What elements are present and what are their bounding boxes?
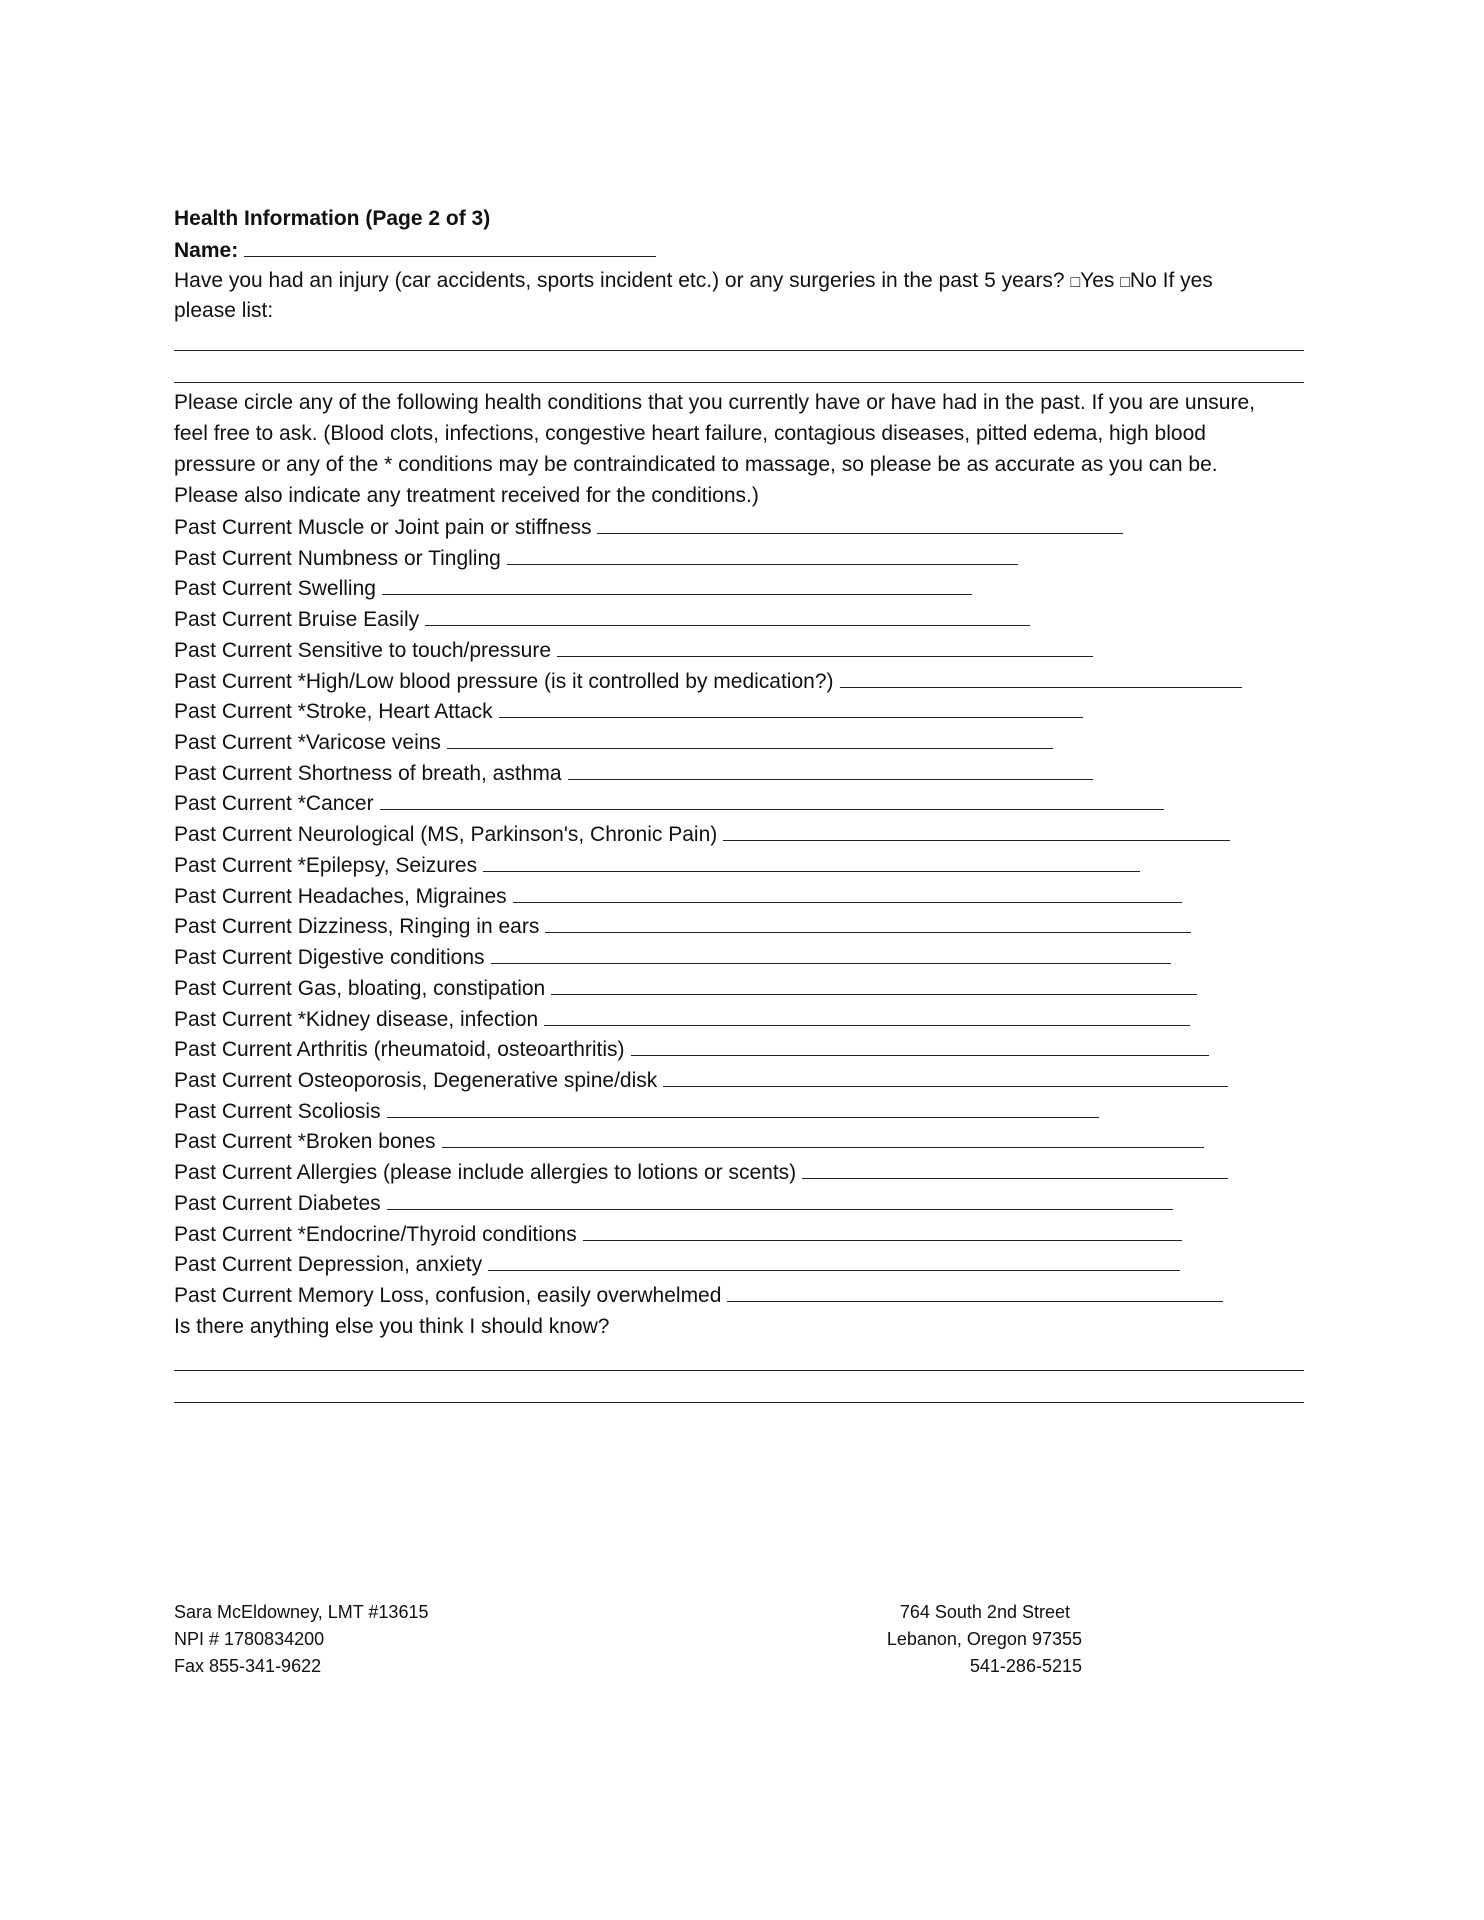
past-current-options[interactable]: Past Current (174, 1253, 292, 1277)
condition-row (174, 945, 1171, 970)
condition-row (174, 853, 1140, 878)
condition-label: Muscle or Joint pain or stiffness (297, 516, 592, 539)
past-current-options[interactable]: Past Current (174, 1068, 292, 1092)
past-current-options[interactable]: Past Current (174, 546, 292, 570)
condition-row (174, 669, 1242, 694)
condition-label: Arthritis (rheumatoid, osteoarthritis) (296, 1038, 625, 1062)
condition-label: Swelling (297, 577, 376, 601)
name-label: Name: (174, 239, 239, 262)
condition-row (174, 1068, 1228, 1093)
condition-label: Shortness of breath, asthma (297, 761, 562, 785)
condition-notes-field[interactable] (447, 730, 1053, 749)
condition-label: Bruise Easily (297, 608, 420, 632)
condition-label: *Endocrine/Thyroid conditions (297, 1222, 577, 1246)
condition-notes-field[interactable] (727, 1283, 1223, 1302)
condition-label: Neurological (MS, Parkinson's, Chronic Pain) (297, 823, 718, 847)
condition-row (174, 1129, 1204, 1154)
condition-label: *Varicose veins (297, 731, 441, 755)
past-current-options[interactable]: Past Current (174, 976, 292, 1000)
condition-notes-field[interactable] (557, 638, 1093, 657)
condition-notes-field[interactable] (382, 576, 972, 595)
past-current-options[interactable]: Past Current (174, 1099, 292, 1123)
injury-question: Have you had an injury (car accidents, sports incident etc.) or any surgeries in the past 5 years? (174, 269, 1065, 292)
condition-row (174, 1283, 1223, 1308)
condition-label: Allergies (please include allergies to lotions or scents) (296, 1161, 797, 1185)
condition-notes-field[interactable] (442, 1129, 1205, 1148)
condition-row (174, 576, 972, 601)
condition-row (174, 791, 1164, 816)
past-current-options[interactable]: Past Current (174, 761, 292, 785)
name-field[interactable] (244, 238, 656, 257)
npi-number: NPI # 1780834200 (174, 1629, 325, 1649)
past-current-options[interactable]: Past Current (174, 1222, 292, 1246)
condition-label: Memory Loss, confusion, easily overwhelmed (297, 1284, 722, 1307)
condition-row (174, 638, 1093, 663)
condition-row (174, 822, 1230, 847)
name-row (174, 238, 656, 263)
condition-label: *Epilepsy, Seizures (297, 853, 478, 877)
if-yes-label: If yes (1162, 269, 1213, 292)
injury-answer-line-1[interactable] (174, 350, 1304, 351)
condition-label: Digestive conditions (297, 946, 485, 970)
no-label: No (1129, 269, 1157, 292)
condition-label: Gas, bloating, constipation (297, 976, 546, 1000)
condition-notes-field[interactable] (387, 1191, 1173, 1210)
footer-left (174, 1599, 428, 1680)
page-title: Health Information (Page 2 of 3) (174, 207, 491, 230)
condition-notes-field[interactable] (483, 853, 1140, 872)
condition-row (174, 914, 1191, 939)
past-current-options[interactable]: Past Current (174, 669, 292, 693)
condition-row (174, 1007, 1190, 1032)
condition-row (174, 1160, 1228, 1185)
condition-row (174, 607, 1030, 632)
past-current-options[interactable]: Past Current (174, 731, 292, 755)
footer-right (860, 1599, 1082, 1680)
no-checkbox[interactable]: □ (1120, 274, 1130, 291)
condition-row (174, 1222, 1182, 1247)
condition-label: *Stroke, Heart Attack (297, 700, 493, 724)
condition-notes-field[interactable] (840, 669, 1242, 688)
condition-row (174, 699, 1083, 724)
condition-notes-field[interactable] (663, 1068, 1228, 1087)
condition-label: Osteoporosis, Degenerative spine/disk (297, 1068, 658, 1092)
fax-number: Fax 855-341-9622 (174, 1656, 322, 1676)
condition-notes-field[interactable] (545, 914, 1191, 933)
past-current-options[interactable]: Past Current (174, 577, 292, 601)
condition-notes-field[interactable] (499, 699, 1083, 718)
instructions-line-3: pressure or any of the * conditions may be contraindicated to massage, so please be as accurate as you can be. (174, 453, 1218, 476)
condition-notes-field[interactable] (723, 822, 1230, 841)
condition-row (174, 730, 1053, 755)
yes-checkbox[interactable]: □ (1070, 274, 1081, 291)
condition-row (174, 1191, 1173, 1216)
please-list-label: please list: (174, 299, 274, 322)
condition-notes-field[interactable] (544, 1007, 1190, 1026)
condition-label: *Broken bones (297, 1130, 436, 1154)
condition-label: Depression, anxiety (297, 1253, 483, 1277)
past-current-options[interactable]: Past Current (174, 792, 292, 816)
condition-label: Diabetes (297, 1191, 381, 1215)
instructions-line-1: Please circle any of the following health conditions that you currently have or have had in the past. If you are unsure, (174, 391, 1255, 414)
past-current-options[interactable]: Past Current (174, 1161, 292, 1185)
condition-label: Numbness or Tingling (297, 546, 501, 570)
condition-notes-field[interactable] (802, 1160, 1228, 1179)
injury-answer-line-2[interactable] (174, 382, 1304, 383)
condition-row (174, 1037, 1209, 1062)
city-state-zip: Lebanon, Oregon 97355 (886, 1629, 1082, 1649)
condition-notes-field[interactable] (551, 976, 1197, 995)
closing-answer-line-2[interactable] (174, 1402, 1304, 1403)
condition-notes-field[interactable] (631, 1037, 1209, 1056)
condition-notes-field[interactable] (380, 791, 1164, 810)
condition-row (174, 884, 1182, 909)
condition-notes-field[interactable] (513, 884, 1182, 903)
condition-row (174, 1252, 1180, 1277)
condition-notes-field[interactable] (488, 1252, 1180, 1271)
condition-notes-field[interactable] (491, 945, 1172, 964)
condition-notes-field[interactable] (568, 761, 1093, 780)
condition-label: *High/Low blood pressure (is it controlled by medication?) (297, 669, 834, 693)
therapist-name: Sara McEldowney, LMT #13615 (174, 1602, 429, 1622)
condition-label: *Kidney disease, infection (297, 1007, 539, 1031)
condition-row (174, 515, 1123, 540)
condition-row (174, 976, 1197, 1001)
condition-row (174, 1099, 1099, 1124)
instructions-line-2: feel free to ask. (Blood clots, infections, congestive heart failure, contagious diseases, pitted edema, high blood (174, 422, 1206, 445)
condition-label: *Cancer (297, 792, 374, 816)
past-current-options[interactable]: Past Current (174, 915, 292, 939)
closing-answer-line-1[interactable] (174, 1370, 1304, 1371)
condition-notes-field[interactable] (425, 607, 1030, 626)
past-current-options[interactable]: Past Current (174, 1130, 292, 1154)
condition-label: Scoliosis (297, 1099, 381, 1123)
phone-number: 541-286-5215 (969, 1656, 1082, 1676)
past-current-options[interactable]: Past Current (174, 516, 292, 539)
condition-row (174, 546, 1018, 571)
past-current-options[interactable]: Past Current (174, 1038, 292, 1062)
past-current-options[interactable]: Past Current (174, 1007, 292, 1031)
street-address: 764 South 2nd Street (899, 1602, 1070, 1622)
condition-notes-field[interactable] (597, 515, 1123, 534)
past-current-options[interactable]: Past Current (174, 700, 292, 724)
past-current-options[interactable]: Past Current (174, 1284, 292, 1307)
past-current-options[interactable]: Past Current (174, 946, 292, 970)
condition-notes-field[interactable] (387, 1099, 1099, 1118)
condition-label: Dizziness, Ringing in ears (297, 915, 540, 939)
past-current-options[interactable]: Past Current (174, 853, 292, 877)
condition-row (174, 761, 1093, 786)
past-current-options[interactable]: Past Current (174, 823, 292, 847)
past-current-options[interactable]: Past Current (174, 884, 292, 908)
past-current-options[interactable]: Past Current (174, 1191, 292, 1215)
yes-label: Yes (1080, 269, 1115, 292)
closing-question: Is there anything else you think I should know? (174, 1315, 610, 1338)
injury-question-row (174, 269, 1213, 295)
condition-label: Headaches, Migraines (297, 884, 507, 908)
condition-notes-field[interactable] (583, 1222, 1182, 1241)
past-current-options[interactable]: Past Current (174, 608, 292, 632)
instructions-line-4: Please also indicate any treatment received for the conditions.) (174, 484, 759, 507)
past-current-options[interactable]: Past Current (174, 638, 292, 662)
condition-notes-field[interactable] (507, 546, 1018, 565)
condition-label: Sensitive to touch/pressure (297, 638, 552, 662)
